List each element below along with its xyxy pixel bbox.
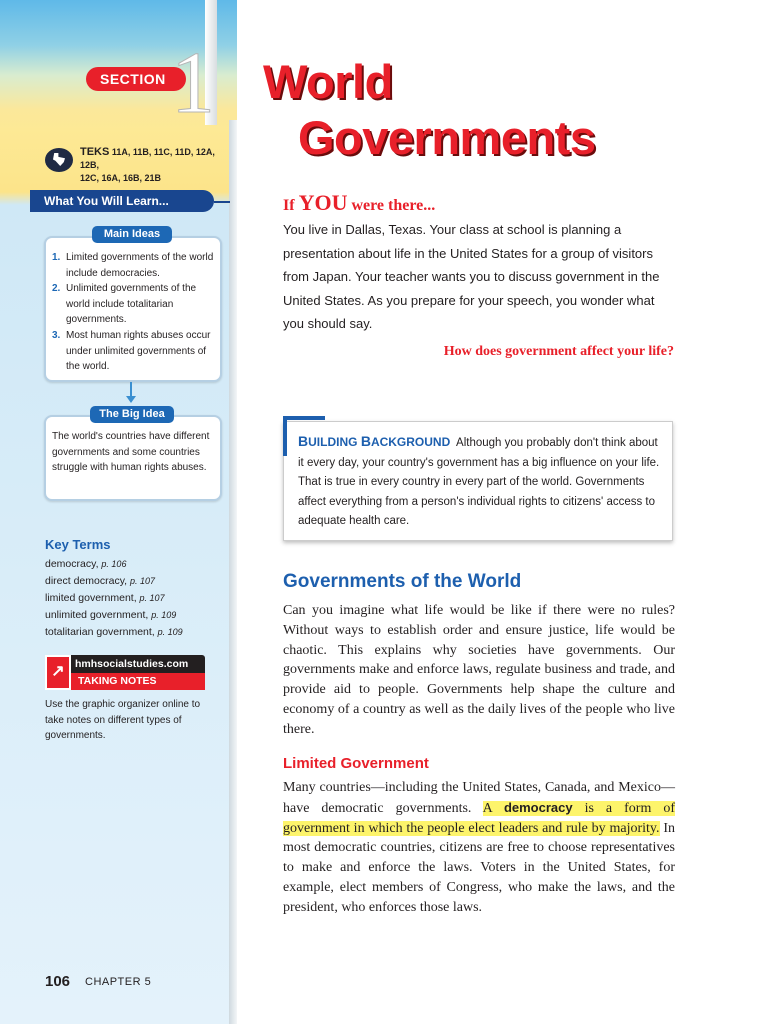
key-term bbox=[45, 573, 183, 590]
main-idea-number: 2. bbox=[52, 283, 61, 295]
bb-rest-1: UILDING bbox=[308, 435, 358, 449]
main-idea-number: 3. bbox=[52, 329, 61, 341]
p2-before: Many countries—including the United States, Canada, and Mexico—have democratic governments. bbox=[283, 780, 675, 816]
teks-label: TEKS bbox=[80, 146, 110, 158]
paragraph-1: Can you imagine what life would be like if there were no rules? Without ways to establish order and ensure justice, life would be chaotic. This explains why societies have governments. Our governments make and enforce laws, regulate business and trade, and provide aid to people. Governments help shape the culture and economy of a country as well as the daily lives of the people who live there. bbox=[283, 603, 675, 737]
main-idea-text: Most human rights abuses occur under unlimited governments of the world. bbox=[66, 329, 211, 373]
focus-question: How does government affect your life? bbox=[443, 344, 674, 359]
main-idea-text: Limited governments of the world include democracies. bbox=[66, 252, 214, 279]
key-term-word: direct democracy, bbox=[45, 575, 128, 587]
bb-rest-2: ACKGROUND bbox=[370, 435, 451, 449]
main-idea-item bbox=[52, 328, 214, 375]
main-ideas-tab: Main Ideas bbox=[92, 226, 172, 243]
bb-cap-2: B bbox=[360, 433, 371, 449]
governments-heading: Governments of the World bbox=[283, 571, 522, 592]
hmh-site[interactable]: hmhsocialstudies.com bbox=[45, 655, 205, 673]
what-you-will-learn-text: What You Will Learn... bbox=[44, 194, 169, 208]
teks-block bbox=[45, 146, 230, 185]
external-link-arrow-icon: ↗ bbox=[45, 655, 71, 690]
key-terms-list bbox=[45, 556, 183, 641]
key-term-word: limited government, bbox=[45, 592, 137, 604]
learn-bar-rule bbox=[214, 201, 230, 203]
main-idea-item bbox=[52, 250, 214, 281]
key-term bbox=[45, 607, 183, 624]
key-term-page: p. 106 bbox=[101, 559, 127, 569]
scenario-text: You live in Dallas, Texas. Your class at school is planning a presentation about life in the United States for a group of visitors from Japan. Your teacher wants you to discuss government in the United States. As you prepare for your speech, you wonder what you should say. bbox=[283, 222, 660, 331]
title-line-2: Governments bbox=[298, 111, 596, 164]
if-you-you: YOU bbox=[298, 190, 348, 215]
key-term-word: democracy, bbox=[45, 558, 99, 570]
sidebar-edge bbox=[229, 120, 237, 1024]
main-idea-number: 1. bbox=[52, 252, 61, 263]
teks-codes-1: 11A, 11B, 11C, 11D, 12A, 12B, bbox=[80, 147, 215, 170]
page-title bbox=[263, 54, 595, 166]
limited-government-heading: Limited Government bbox=[283, 755, 429, 772]
chapter-label: CHAPTER 5 bbox=[85, 976, 152, 988]
p2-hl-a: A bbox=[482, 800, 504, 816]
what-you-will-learn-bar bbox=[30, 190, 214, 212]
building-background-box bbox=[283, 421, 673, 541]
section-label-text: SECTION bbox=[100, 71, 166, 87]
taking-notes-label: TAKING NOTES bbox=[45, 673, 205, 690]
paragraph-2 bbox=[283, 778, 675, 918]
key-term bbox=[45, 590, 183, 607]
key-term-word: unlimited government, bbox=[45, 609, 149, 621]
key-term-page: p. 109 bbox=[157, 627, 183, 637]
big-idea-tab: The Big Idea bbox=[90, 406, 174, 423]
key-term-page: p. 109 bbox=[151, 610, 177, 620]
title-line-1: World bbox=[263, 55, 393, 108]
p2-hl-rest: is a form of government in which the people elect leaders and rule by majority. bbox=[283, 800, 675, 836]
if-you-post: were there... bbox=[351, 197, 436, 214]
democracy-term: democracy bbox=[503, 799, 573, 815]
taking-notes-text: Use the graphic organizer online to take notes on different types of governments. bbox=[45, 699, 201, 741]
texas-icon bbox=[45, 148, 73, 172]
big-idea-box bbox=[44, 415, 222, 501]
building-background-text: Although you probably don't think about it every day, your country's government has a big influence on your life. That is true in every country in every part of the world. Governments affect everything from a person's individual rights to citizens' access to adequate health care. bbox=[298, 437, 660, 527]
section-number: 1 bbox=[171, 35, 215, 132]
if-you-pre: If bbox=[283, 197, 295, 214]
key-term bbox=[45, 624, 183, 641]
key-term-page: p. 107 bbox=[130, 576, 156, 586]
key-term-page: p. 107 bbox=[139, 593, 165, 603]
key-term bbox=[45, 556, 183, 573]
building-background-corner bbox=[283, 416, 325, 456]
main-idea-item bbox=[52, 281, 214, 328]
hmh-taking-notes-link[interactable] bbox=[45, 655, 205, 693]
key-terms-title: Key Terms bbox=[45, 537, 111, 552]
if-you-were-there-heading bbox=[283, 190, 435, 216]
p2-after: In most democratic countries, citizens are free to choose representatives to make and enforce the laws. Voters in the United States, for example, elect members of Congress, who make the laws, and the president, who enforces those laws. bbox=[283, 820, 675, 915]
big-idea-text: The world's countries have different governments and some countries struggle with human rights abuses. bbox=[52, 431, 210, 474]
main-idea-text: Unlimited governments of the world include totalitarian governments. bbox=[66, 283, 197, 326]
teks-codes-2: 12C, 16A, 16B, 21B bbox=[80, 173, 162, 183]
page-number: 106 bbox=[45, 973, 71, 990]
bb-cap-1: B bbox=[298, 433, 309, 449]
arrow-down-icon bbox=[126, 396, 136, 403]
key-term-word: totalitarian government, bbox=[45, 626, 155, 638]
main-ideas-box bbox=[44, 236, 222, 382]
